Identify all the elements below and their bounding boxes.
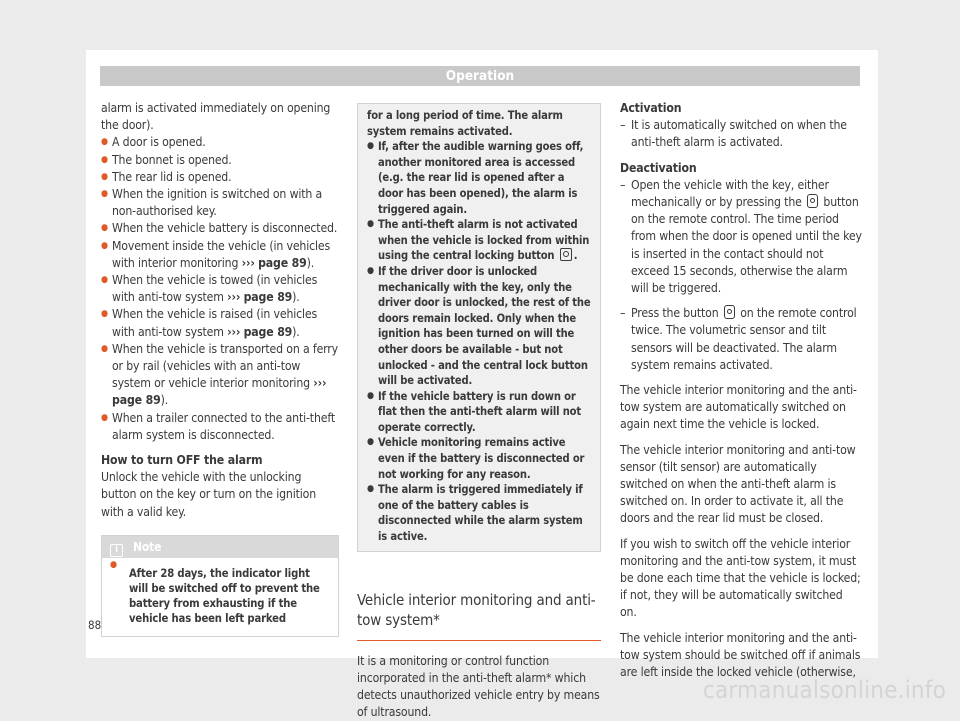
list-item: ● If the vehicle battery is run down or flat then the anti-theft alarm will not operate correctly. <box>367 389 592 436</box>
paragraph: The vehicle interior monitoring and the anti-tow system are automatically switched on again next time the vehicle is locked. <box>620 383 857 432</box>
watermark: carmanualsonline.info <box>702 676 946 704</box>
note-text: ● After 28 days, the indicator light will be switched off to prevent the battery from exhausting if the vehicle has been left parked <box>110 558 338 636</box>
note-header <box>102 536 338 558</box>
page-number: 88 <box>88 618 102 632</box>
page-header: Operation <box>100 66 860 86</box>
subheading: How to turn OFF the alarm <box>101 453 263 468</box>
section-title: Vehicle interior monitoring and anti-tow system* <box>357 590 601 641</box>
column-middle <box>357 103 601 721</box>
paragraph: The vehicle interior monitoring and anti-tow sensor (tilt sensor) are automatically switched on when the anti-theft alarm is switched on. In order to activate it, all the doors and the rear lid must be closed. <box>620 442 856 526</box>
intro-text: alarm is activated immediately on opening the door). <box>101 101 331 133</box>
list-item: ● When the vehicle is towed (in vehicles with anti-tow system ››› page 89). <box>101 272 339 306</box>
ref-arrow: ››› <box>227 324 241 339</box>
list-item: ● When the ignition is switched on with a non-authorised key. <box>101 186 339 220</box>
box-intro: for a long period of time. The alarm system remains activated. <box>367 109 563 138</box>
page-link[interactable]: page 89 <box>243 324 293 339</box>
list-item: ● A door is opened. <box>101 134 339 151</box>
lock-key-icon <box>724 305 735 319</box>
list-item: – Press the button on the remote control twice. The volumetric sensor and tilt sensors will be deactivated. The alarm system remains activated. <box>620 305 862 374</box>
page-link[interactable]: page 89 <box>243 290 293 305</box>
list-item: ● If, after the audible warning goes off, another monitored area is accessed (e.g. the rear lid is opened after a door has been opened), the alarm is triggered again. <box>367 139 592 217</box>
deactivation-heading: Deactivation <box>620 160 697 175</box>
turn-off-text: Unlock the vehicle with the unlocking button on the key or turn on the ignition with a valid key. <box>101 470 317 519</box>
column-right <box>620 100 862 681</box>
list-item: ● The alarm is triggered immediately if one of the battery cables is disconnected while the alarm system is active. <box>367 482 592 544</box>
section-text: It is a monitoring or control function incorporated in the anti-theft alarm* which detects unauthorized vehicle entry by means of ultrasound. <box>357 653 600 720</box>
list-item: ● The anti-theft alarm is not activated when the vehicle is locked from within using the central locking button . <box>367 217 592 264</box>
warning-box <box>357 103 601 552</box>
ref-arrow: ››› <box>227 290 241 305</box>
activation-heading: Activation <box>620 101 682 115</box>
central-lock-icon <box>560 248 572 261</box>
list-item: ● When the vehicle battery is disconnected. <box>101 220 339 237</box>
column-left <box>101 100 339 637</box>
note-box <box>101 535 339 637</box>
list-item: ● The bonnet is opened. <box>101 152 339 169</box>
list-item: ● When the vehicle is transported on a ferry or by rail (vehicles with an anti-tow system or vehicle interior monitoring ››› page 89). <box>101 341 339 410</box>
page-link[interactable]: page 89 <box>258 255 307 270</box>
ref-arrow: ››› <box>313 376 327 391</box>
page-link[interactable]: page 89 <box>112 393 161 408</box>
paragraph: If you wish to switch off the vehicle interior monitoring and the anti-tow system, it must be done each time that the vehicle is locked; if not, they will be automatically switched on. <box>620 536 861 620</box>
list-item: ● When the vehicle is raised (in vehicles with anti-tow system ››› page 89). <box>101 306 339 340</box>
list-item: ● The rear lid is opened. <box>101 169 339 186</box>
unlock-key-icon <box>807 194 818 208</box>
list-item: ● If the driver door is unlocked mechanically with the key, only the driver door is unlocked, the rest of the doors remain locked. Only when the ignition has been turned on will the other doors be available - but not unlocked - and the central lock button will be activated. <box>367 264 592 389</box>
note-label: Note <box>133 539 162 554</box>
paragraph: The vehicle interior monitoring and the anti-tow system should be switched off if animals are left inside the locked vehicle (otherwise, <box>620 630 861 680</box>
list-item: ● Movement inside the vehicle (in vehicles with interior monitoring ››› page 89). <box>101 238 339 272</box>
list-item: ● Vehicle monitoring remains active even if the battery is disconnected or not working for any reason. <box>367 435 592 482</box>
info-icon: i <box>110 544 123 557</box>
list-item: ● When a trailer connected to the anti-theft alarm system is disconnected. <box>101 410 339 444</box>
list-item: – Open the vehicle with the key, either mechanically or by pressing the button on the remote control. The time period from when the door is opened until the key is inserted in the contact should not exceed 15 seconds, otherwise the alarm will be triggered. <box>620 177 862 297</box>
list-item: – It is automatically switched on when the anti-theft alarm is activated. <box>620 117 862 151</box>
ref-arrow: ››› <box>241 255 255 270</box>
